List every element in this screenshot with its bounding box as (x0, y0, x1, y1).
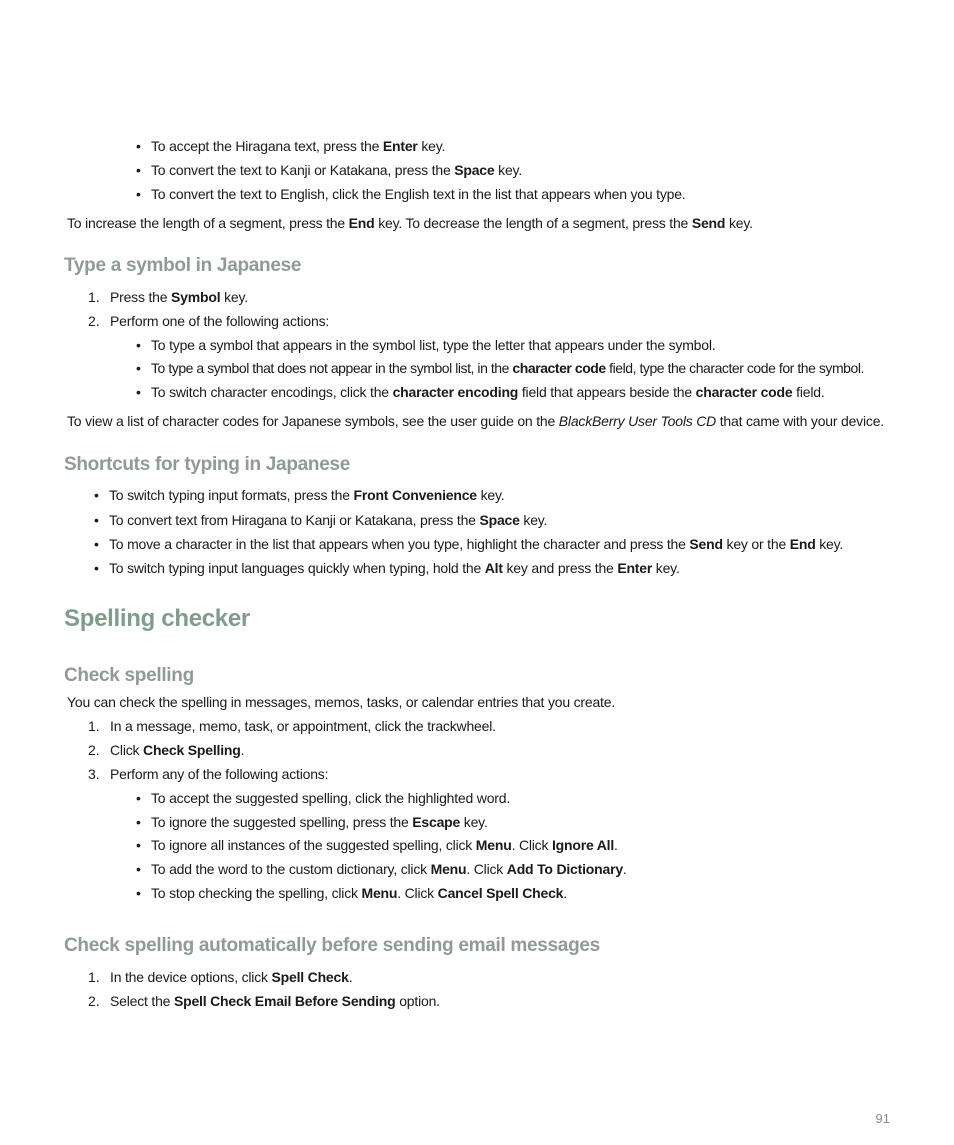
step-text: Click Check Spelling. (110, 742, 245, 758)
step-number: 2. (88, 742, 100, 758)
step-number: 1. (88, 289, 100, 305)
section-heading: Shortcuts for typing in Japanese (64, 454, 351, 475)
list-item: • To convert the text to Kanji or Katakana, press the Space key. (151, 161, 522, 179)
list-item: • To convert the text to English, click the English text in the list that appears when you type. (151, 185, 686, 203)
step-text: In a message, memo, task, or appointment, click the trackwheel. (110, 718, 496, 734)
list-item: • To accept the suggested spelling, click the highlighted word. (151, 789, 510, 807)
list-item: • To move a character in the list that appears when you type, highlight the character and press the Send key or the End key. (109, 535, 843, 553)
step-text: Press the Symbol key. (110, 289, 248, 305)
step-text: Perform one of the following actions: (110, 313, 330, 329)
list-item: • To accept the Hiragana text, press the Enter key. (151, 137, 445, 155)
step-number: 1. (88, 718, 100, 734)
step-number: 3. (88, 766, 100, 782)
list-item: • To convert text from Hiragana to Kanji or Katakana, press the Space key. (109, 511, 547, 529)
list-item: • To type a symbol that does not appear in the symbol list, in the character code field, type the character code for the symbol. (151, 359, 864, 377)
list-item: • To type a symbol that appears in the symbol list, type the letter that appears under the symbol. (151, 336, 715, 354)
step-number: 2. (88, 993, 100, 1009)
section-heading: Type a symbol in Japanese (64, 255, 302, 276)
list-item: • To add the word to the custom dictionary, click Menu. Click Add To Dictionary. (151, 860, 627, 878)
page-number: 91 (875, 1111, 890, 1126)
list-item: • To switch typing input formats, press the Front Convenience key. (109, 486, 504, 504)
step-number: 1. (88, 969, 100, 985)
paragraph: To view a list of character codes for Japanese symbols, see the user guide on the BlackBerry User Tools CD that came with your device. (67, 413, 884, 429)
paragraph: To increase the length of a segment, press the End key. To decrease the length of a segment, press the Send key. (67, 215, 753, 231)
step-text: Select the Spell Check Email Before Sending option. (110, 993, 440, 1009)
paragraph: You can check the spelling in messages, memos, tasks, or calendar entries that you create. (67, 694, 616, 710)
list-item: • To stop checking the spelling, click Menu. Click Cancel Spell Check. (151, 884, 567, 902)
section-heading: Check spelling (64, 665, 194, 686)
step-number: 2. (88, 313, 100, 329)
chapter-title: Spelling checker (64, 605, 250, 632)
list-item: • To ignore the suggested spelling, press the Escape key. (151, 813, 488, 831)
list-item: • To switch character encodings, click the character encoding field that appears beside the character code field. (151, 383, 825, 401)
step-text: Perform any of the following actions: (110, 766, 329, 782)
list-item: • To ignore all instances of the suggested spelling, click Menu. Click Ignore All. (151, 836, 618, 854)
step-text: In the device options, click Spell Check. (110, 969, 353, 985)
section-heading: Check spelling automatically before sending email messages (64, 935, 600, 956)
list-item: • To switch typing input languages quickly when typing, hold the Alt key and press the Enter key. (109, 559, 680, 577)
